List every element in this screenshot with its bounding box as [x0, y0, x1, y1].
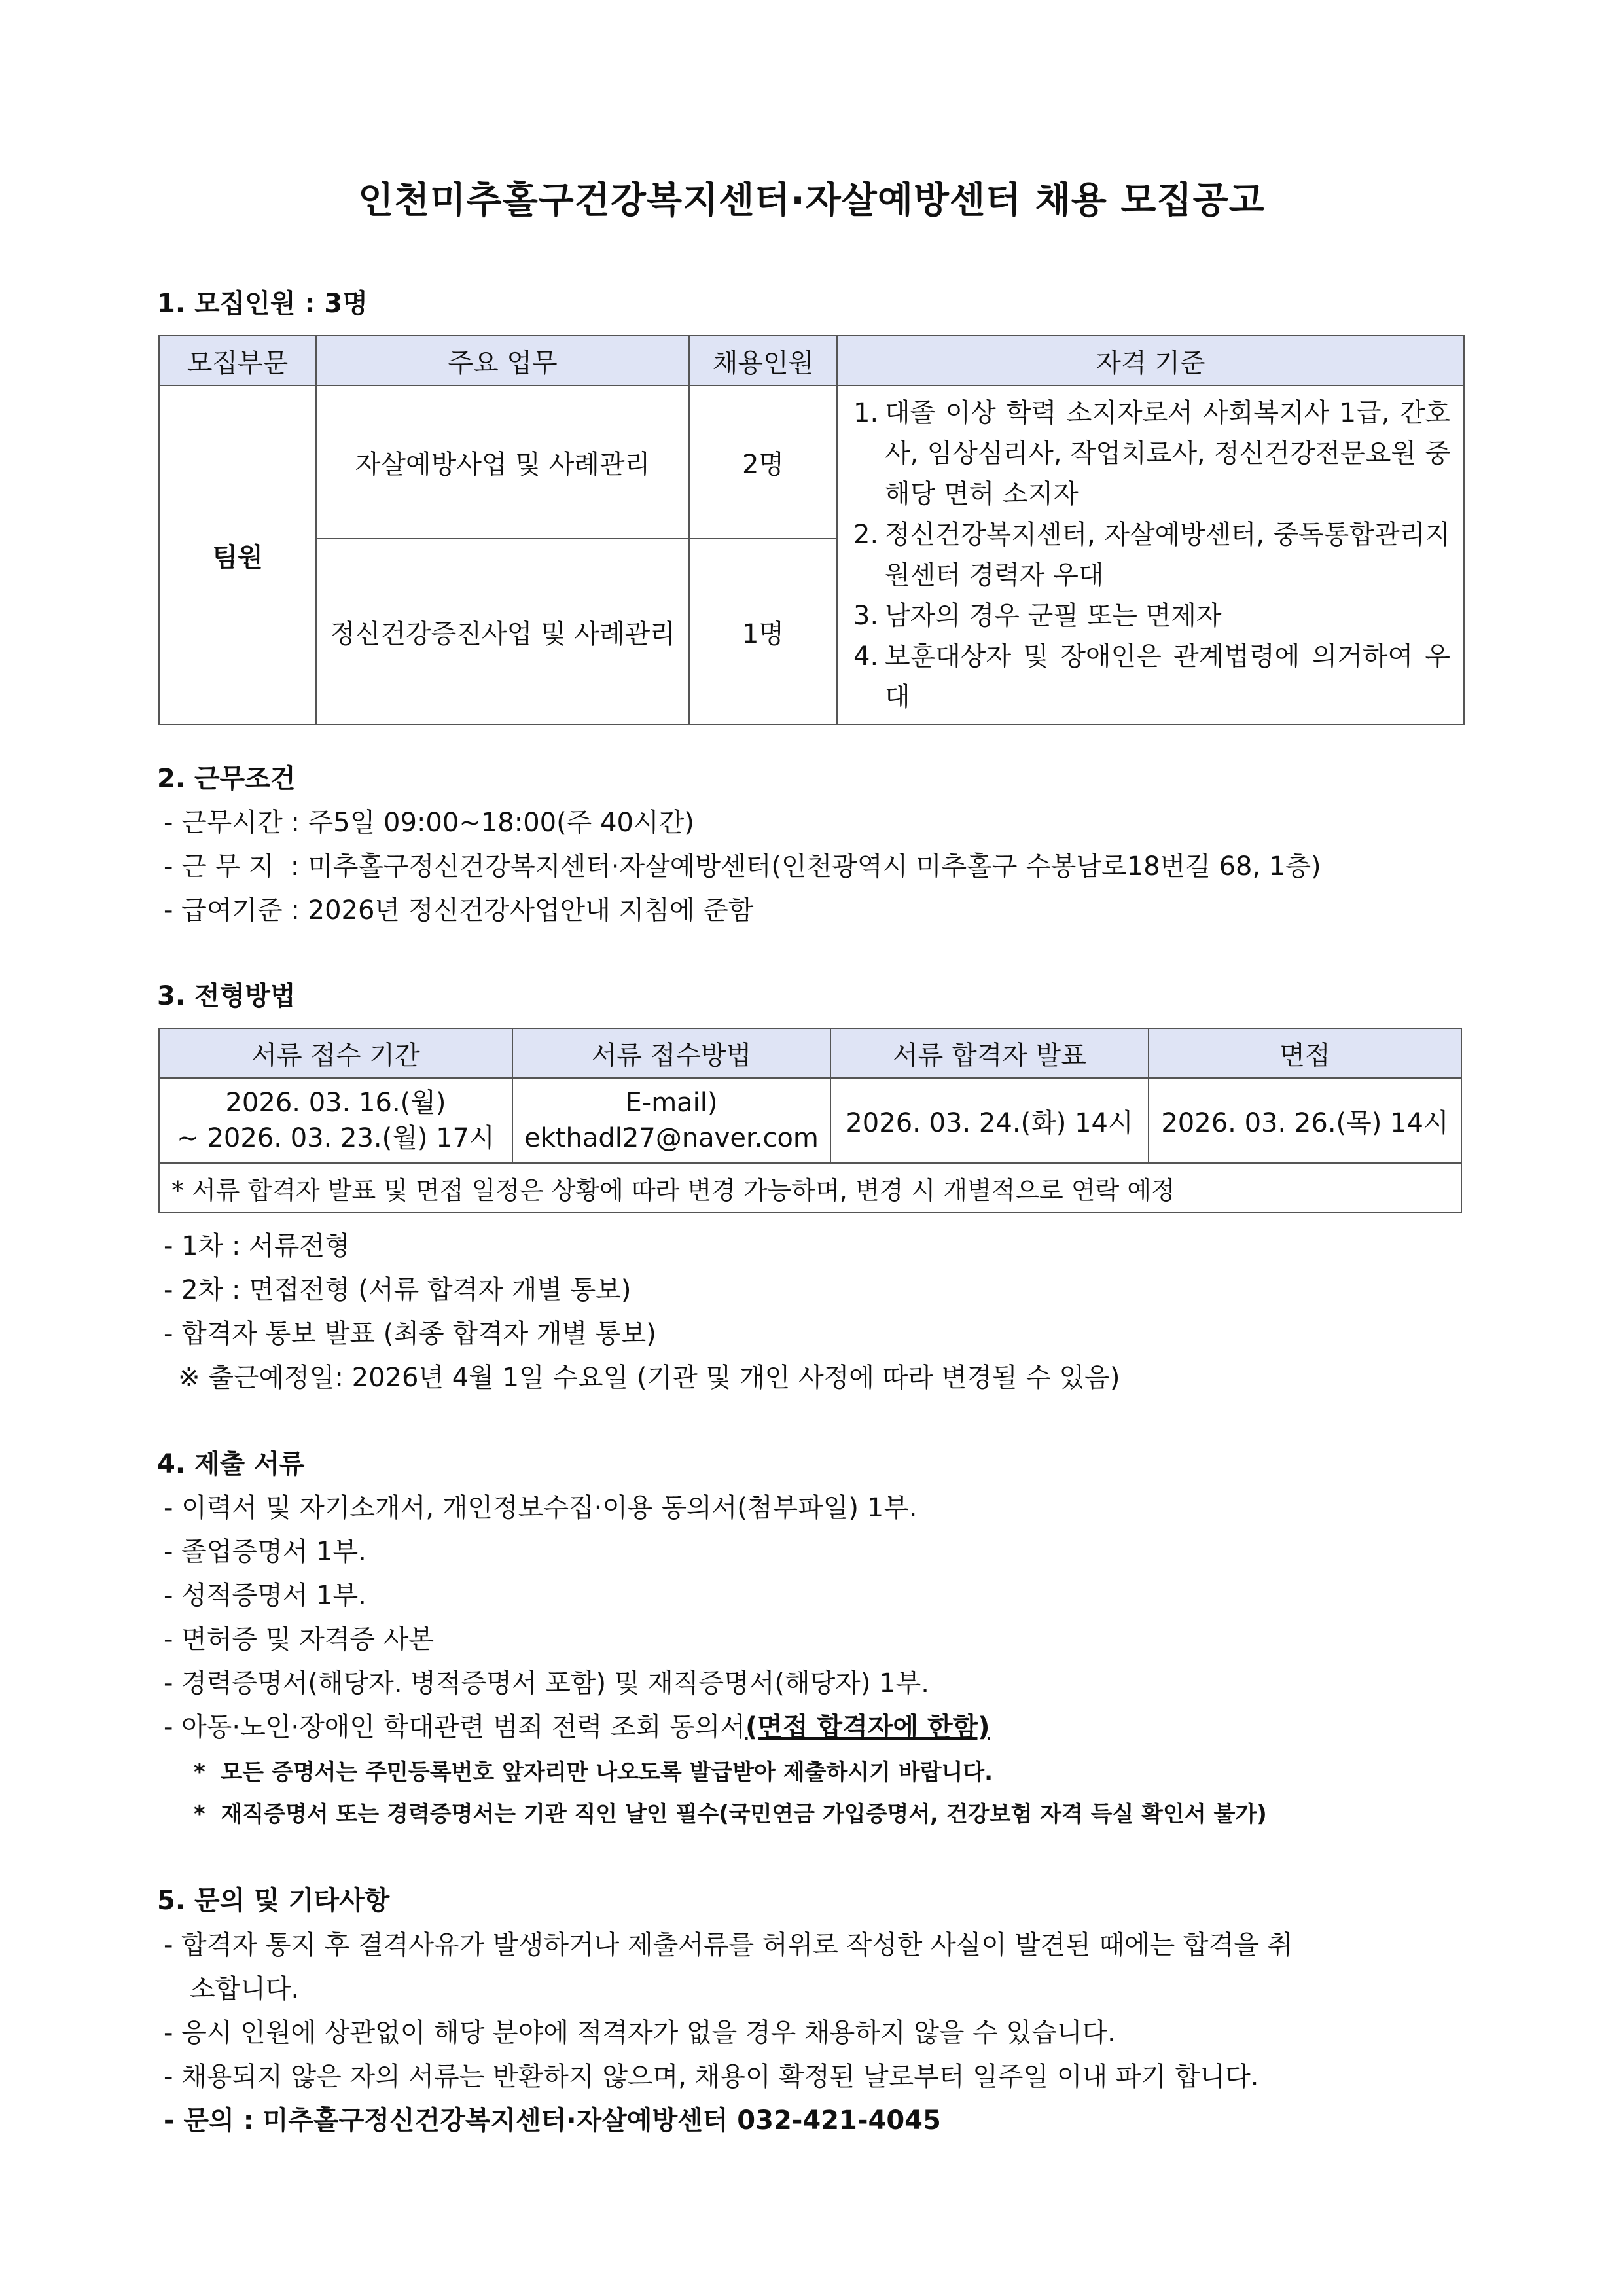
- count-cell: 2명: [689, 386, 837, 539]
- schedule-footnote: * 서류 합격자 발표 및 면접 일정은 상황에 따라 변경 가능하며, 변경 시 개별적으로 연락 예정: [159, 1163, 1461, 1213]
- header-department: 모집부문: [159, 336, 316, 386]
- announcement-cell: 2026. 03. 24.(화) 14시: [830, 1078, 1149, 1163]
- etc-line: - 응시 인원에 상관없이 해당 분야에 적격자가 없을 경우 채용하지 않을 수 있습니다.: [164, 2018, 1116, 2048]
- qualification-item: 3. 남자의 경우 군필 또는 면제자: [853, 601, 1222, 631]
- method-email: ekthadl27@naver.com: [524, 1123, 819, 1153]
- header-count: 채용인원: [689, 336, 837, 386]
- header-duty: 주요 업무: [316, 336, 689, 386]
- header-receipt-method: 서류 접수방법: [512, 1028, 830, 1078]
- work-place-line: - 근 무 지 : 미추홀구정신건강복지센터·자살예방센터(인천광역시 미추홀구 수봉남로18번길 68, 1층): [164, 852, 1321, 882]
- document-note: * 재직증명서 또는 경력증명서는 기관 직인 날인 필수(국민연금 가입증명서, 건강보험 자격 득실 확인서 불가): [194, 1801, 1267, 1827]
- document-item: - 성적증명서 1부.: [164, 1581, 366, 1611]
- receipt-method-cell: [512, 1078, 830, 1163]
- section1-heading: 1. 모집인원 : 3명: [157, 289, 368, 319]
- stage3-line: - 합격자 통보 발표 (최종 합격자 개별 통보): [164, 1319, 656, 1349]
- header-receipt-period: 서류 접수 기간: [159, 1028, 512, 1078]
- qualification-cell: [837, 386, 1464, 725]
- count-cell: 1명: [689, 539, 837, 725]
- period-start: 2026. 03. 16.(월): [225, 1088, 446, 1118]
- header-qualification: 자격 기준: [837, 336, 1464, 386]
- etc-line-continued: 소합니다.: [190, 1974, 300, 2004]
- section4-heading: 4. 제출 서류: [157, 1449, 305, 1479]
- interview-cell: 2026. 03. 26.(목) 14시: [1149, 1078, 1461, 1163]
- duty-cell: 자살예방사업 및 사례관리: [316, 386, 689, 539]
- document-item: [164, 1706, 990, 1744]
- qualification-item: 4. 보훈대상자 및 장애인은 관계법령에 의거하여 우대: [853, 641, 1450, 712]
- header-announcement: 서류 합격자 발표: [830, 1028, 1149, 1078]
- contact-line: - 문의 : 미추홀구정신건강복지센터·자살예방센터 032-421-4045: [164, 2106, 941, 2136]
- document-item: - 졸업증명서 1부.: [164, 1537, 366, 1567]
- qualification-item: 2. 정신건강복지센터, 자살예방센터, 중독통합관리지원센터 경력자 우대: [853, 520, 1450, 590]
- recruitment-table: [158, 335, 1465, 725]
- method-label: E-mail): [625, 1088, 718, 1118]
- period-end: ~ 2026. 03. 23.(월) 17시: [177, 1123, 495, 1153]
- document-item: - 이력서 및 자기소개서, 개인정보수집·이용 동의서(첨부파일) 1부.: [164, 1493, 918, 1523]
- page-title: 인천미추홀구건강복지센터·자살예방센터 채용 모집공고: [358, 179, 1265, 222]
- header-interview: 면접: [1149, 1028, 1461, 1078]
- section2-heading: 2. 근무조건: [157, 764, 296, 794]
- document-item-emphasis: (면접 합격자에 한함): [745, 1712, 990, 1742]
- stage1-line: - 1차 : 서류전형: [164, 1231, 350, 1261]
- department-cell: 팀원: [159, 386, 316, 725]
- qualification-item: 1. 대졸 이상 학력 소지자로서 사회복지사 1급, 간호사, 임상심리사, 작업치료사, 정신건강전문요원 중 해당 면허 소지자: [853, 398, 1450, 509]
- etc-line: - 채용되지 않은 자의 서류는 반환하지 않으며, 채용이 확정된 날로부터 일주일 이내 파기 합니다.: [164, 2062, 1259, 2092]
- receipt-period-cell: [159, 1078, 512, 1163]
- schedule-table: [158, 1028, 1462, 1213]
- document-note: * 모든 증명서는 주민등록번호 앞자리만 나오도록 발급받아 제출하시기 바랍니다.: [194, 1759, 993, 1785]
- stage2-line: - 2차 : 면접전형 (서류 합격자 개별 통보): [164, 1275, 632, 1305]
- section3-heading: 3. 전형방법: [157, 981, 296, 1011]
- document-item: - 면허증 및 자격증 사본: [164, 1624, 435, 1655]
- work-hours-line: - 근무시간 : 주5일 09:00~18:00(주 40시간): [164, 808, 694, 838]
- etc-line: - 합격자 통지 후 결격사유가 발생하거나 제출서류를 허위로 작성한 사실이 발견된 때에는 합격을 취: [164, 1930, 1293, 1960]
- qualification-list: [838, 386, 1463, 724]
- start-date-notice: ※ 출근예정일: 2026년 4월 1일 수요일 (기관 및 개인 사정에 따라 변경될 수 있음): [178, 1363, 1120, 1393]
- document-item-text: - 아동·노인·장애인 학대관련 범죄 전력 조회 동의서: [164, 1712, 745, 1742]
- duty-cell: 정신건강증진사업 및 사례관리: [316, 539, 689, 725]
- salary-line: - 급여기준 : 2026년 정신건강사업안내 지침에 준함: [164, 895, 754, 925]
- section5-heading: 5. 문의 및 기타사항: [157, 1886, 390, 1916]
- document-item: - 경력증명서(해당자. 병적증명서 포함) 및 재직증명서(해당자) 1부.: [164, 1668, 930, 1698]
